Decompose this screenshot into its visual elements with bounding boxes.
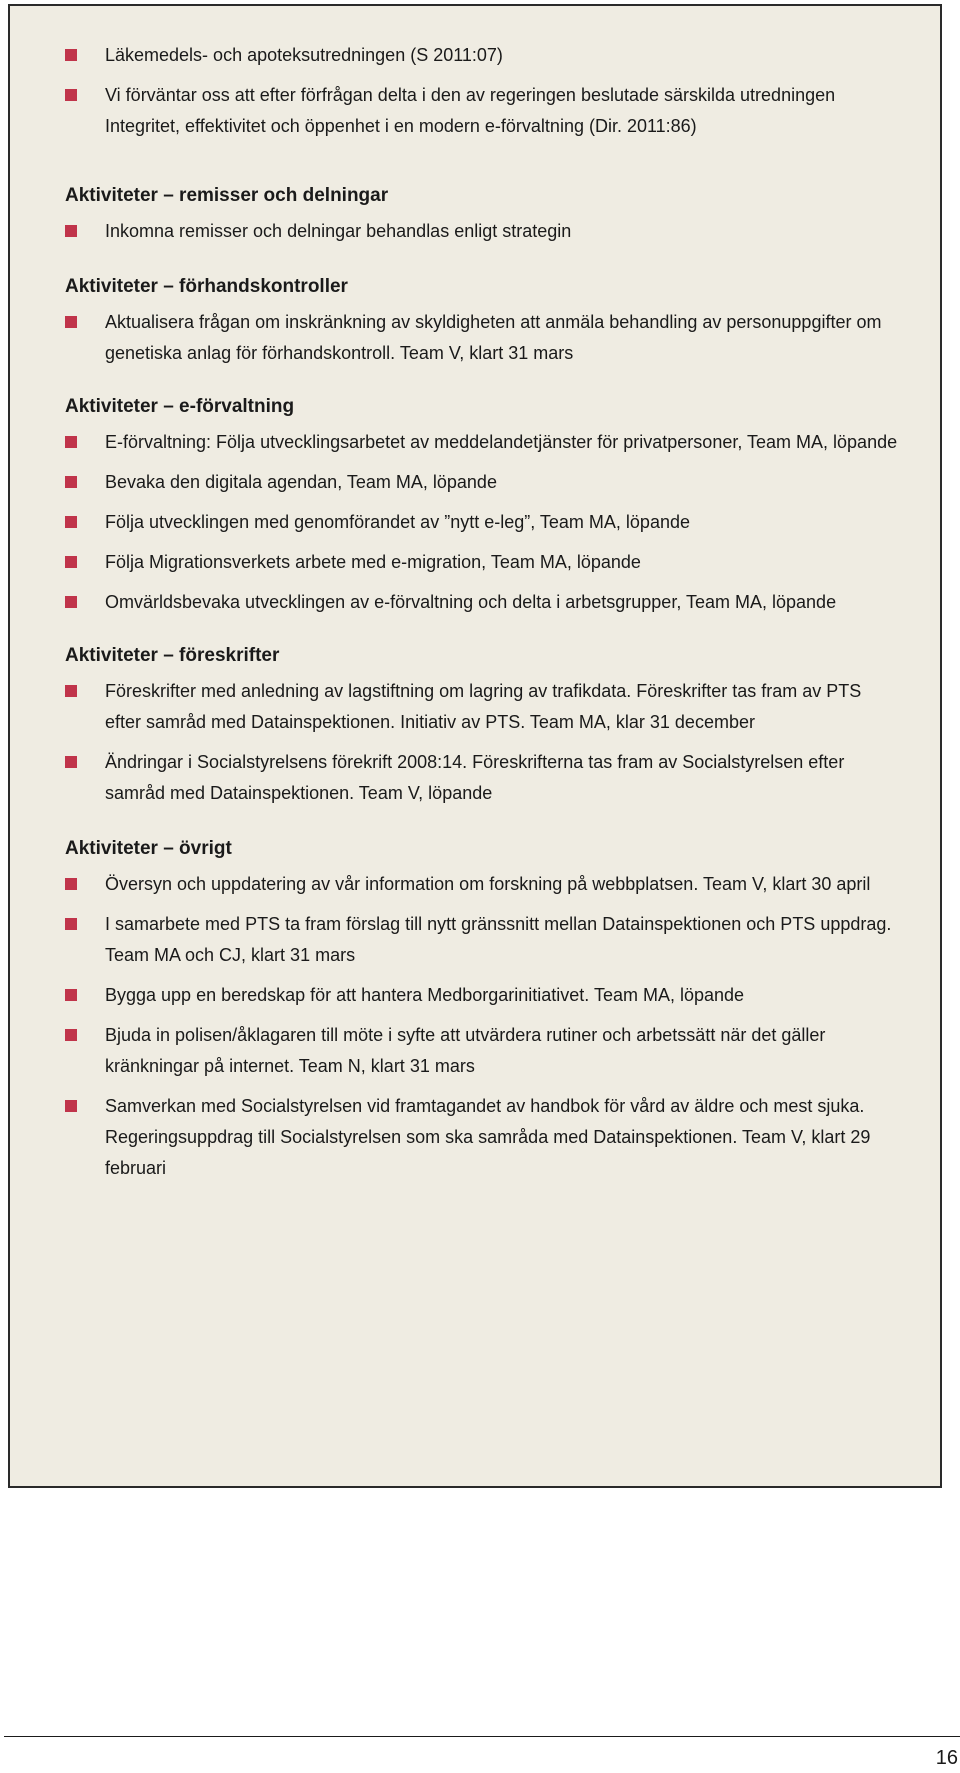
- section-title: Aktiviteter – förhandskontroller: [65, 276, 348, 297]
- square-bullet-icon: [65, 918, 77, 930]
- square-bullet-icon: [65, 476, 77, 488]
- square-bullet-icon: [65, 316, 77, 328]
- section-remisser: [65, 182, 900, 247]
- list-item-text: Aktualisera frågan om inskränkning av skyldigheten att anmäla behandling av personuppgifter om genetiska anlag för förhandskontroll. Team V, klart 31 mars: [105, 312, 882, 363]
- square-bullet-icon: [65, 685, 77, 697]
- square-bullet-icon: [65, 49, 77, 61]
- section-list: [65, 216, 900, 247]
- section-list: [65, 676, 900, 809]
- section-e-forvaltning: [65, 393, 900, 618]
- list-item-text: Översyn och uppdatering av vår information om forskning på webbplatsen. Team V, klart 30 april: [105, 874, 871, 894]
- section-title: Aktiviteter – övrigt: [65, 838, 232, 859]
- list-item: [65, 1020, 900, 1082]
- list-item-text: Bygga upp en beredskap för att hantera Medborgarinitiativet. Team MA, löpande: [105, 985, 745, 1005]
- list-item: [65, 507, 900, 538]
- list-item-text: Föreskrifter med anledning av lagstiftning om lagring av trafikdata. Föreskrifter tas fram av PTS efter samråd med Datainspektionen. Initiativ av PTS. Team MA, klar 31 december: [105, 681, 862, 732]
- list-item-text: Bevaka den digitala agendan, Team MA, löpande: [105, 472, 497, 492]
- list-item: [65, 547, 900, 578]
- section-title: Aktiviteter – föreskrifter: [65, 645, 280, 666]
- section-title: Aktiviteter – e-förvaltning: [65, 396, 295, 417]
- square-bullet-icon: [65, 878, 77, 890]
- footer-divider: [4, 1736, 960, 1737]
- list-item-text: I samarbete med PTS ta fram förslag till nytt gränssnitt mellan Datainspektionen och PTS uppdrag. Team MA och CJ, klart 31 mars: [105, 914, 892, 965]
- list-item: [65, 427, 900, 458]
- section-forhandskontroller: [65, 273, 900, 369]
- section-title: Aktiviteter – remisser och delningar: [65, 185, 389, 206]
- list-item: [65, 1091, 900, 1184]
- list-item: [65, 216, 900, 247]
- list-item-text: Inkomna remisser och delningar behandlas enligt strategin: [105, 221, 572, 241]
- page-number: 16: [935, 1747, 958, 1769]
- list-item-text: Följa Migrationsverkets arbete med e-migration, Team MA, löpande: [105, 552, 641, 572]
- list-item: [65, 869, 900, 900]
- list-item-text: Läkemedels- och apoteksutredningen (S 2011:07): [105, 45, 503, 65]
- square-bullet-icon: [65, 596, 77, 608]
- section-list: [65, 427, 900, 618]
- section-list: [65, 869, 900, 1184]
- list-item: [65, 909, 900, 971]
- square-bullet-icon: [65, 756, 77, 768]
- list-item: [65, 307, 900, 369]
- list-item-text: Följa utvecklingen med genomförandet av ”nytt e-leg”, Team MA, löpande: [105, 512, 690, 532]
- list-item-text: E-förvaltning: Följa utvecklingsarbetet av meddelandetjänster för privatpersoner, Team MA, löpande: [105, 432, 898, 452]
- list-item-text: Samverkan med Socialstyrelsen vid framtagandet av handbok för vård av äldre och mest sjuka. Regeringsuppdrag till Socialstyrelsen som ska samråda med Datainspektionen. Team V, klart 29 februari: [105, 1096, 871, 1178]
- square-bullet-icon: [65, 516, 77, 528]
- square-bullet-icon: [65, 1100, 77, 1112]
- list-item: [65, 980, 900, 1011]
- list-item: [65, 40, 900, 71]
- list-item-text: Omvärldsbevaka utvecklingen av e-förvaltning och delta i arbetsgrupper, Team MA, löpande: [105, 592, 837, 612]
- list-item: [65, 80, 900, 142]
- list-item-text: Bjuda in polisen/åklagaren till möte i syfte att utvärdera rutiner och arbetssätt när det gäller kränkningar på internet. Team N, klart 31 mars: [105, 1025, 826, 1076]
- intro-list: [65, 40, 900, 142]
- list-item-text: Ändringar i Socialstyrelsens förekrift 2008:14. Föreskrifterna tas fram av Socialstyrelsen efter samråd med Datainspektionen. Team V, löpande: [105, 752, 845, 803]
- list-item-text: Vi förväntar oss att efter förfrågan delta i den av regeringen beslutade särskilda utredningen Integritet, effektivitet och öppenhet i en modern e-förvaltning (Dir. 2011:86): [105, 85, 836, 136]
- list-item: [65, 467, 900, 498]
- square-bullet-icon: [65, 1029, 77, 1041]
- section-list: [65, 307, 900, 369]
- section-ovrigt: [65, 835, 900, 1184]
- activity-box: [8, 4, 942, 1488]
- list-item: [65, 747, 900, 809]
- square-bullet-icon: [65, 556, 77, 568]
- square-bullet-icon: [65, 225, 77, 237]
- section-foreskrifter: [65, 642, 900, 809]
- list-item: [65, 676, 900, 738]
- square-bullet-icon: [65, 436, 77, 448]
- list-item: [65, 587, 900, 618]
- square-bullet-icon: [65, 989, 77, 1001]
- square-bullet-icon: [65, 89, 77, 101]
